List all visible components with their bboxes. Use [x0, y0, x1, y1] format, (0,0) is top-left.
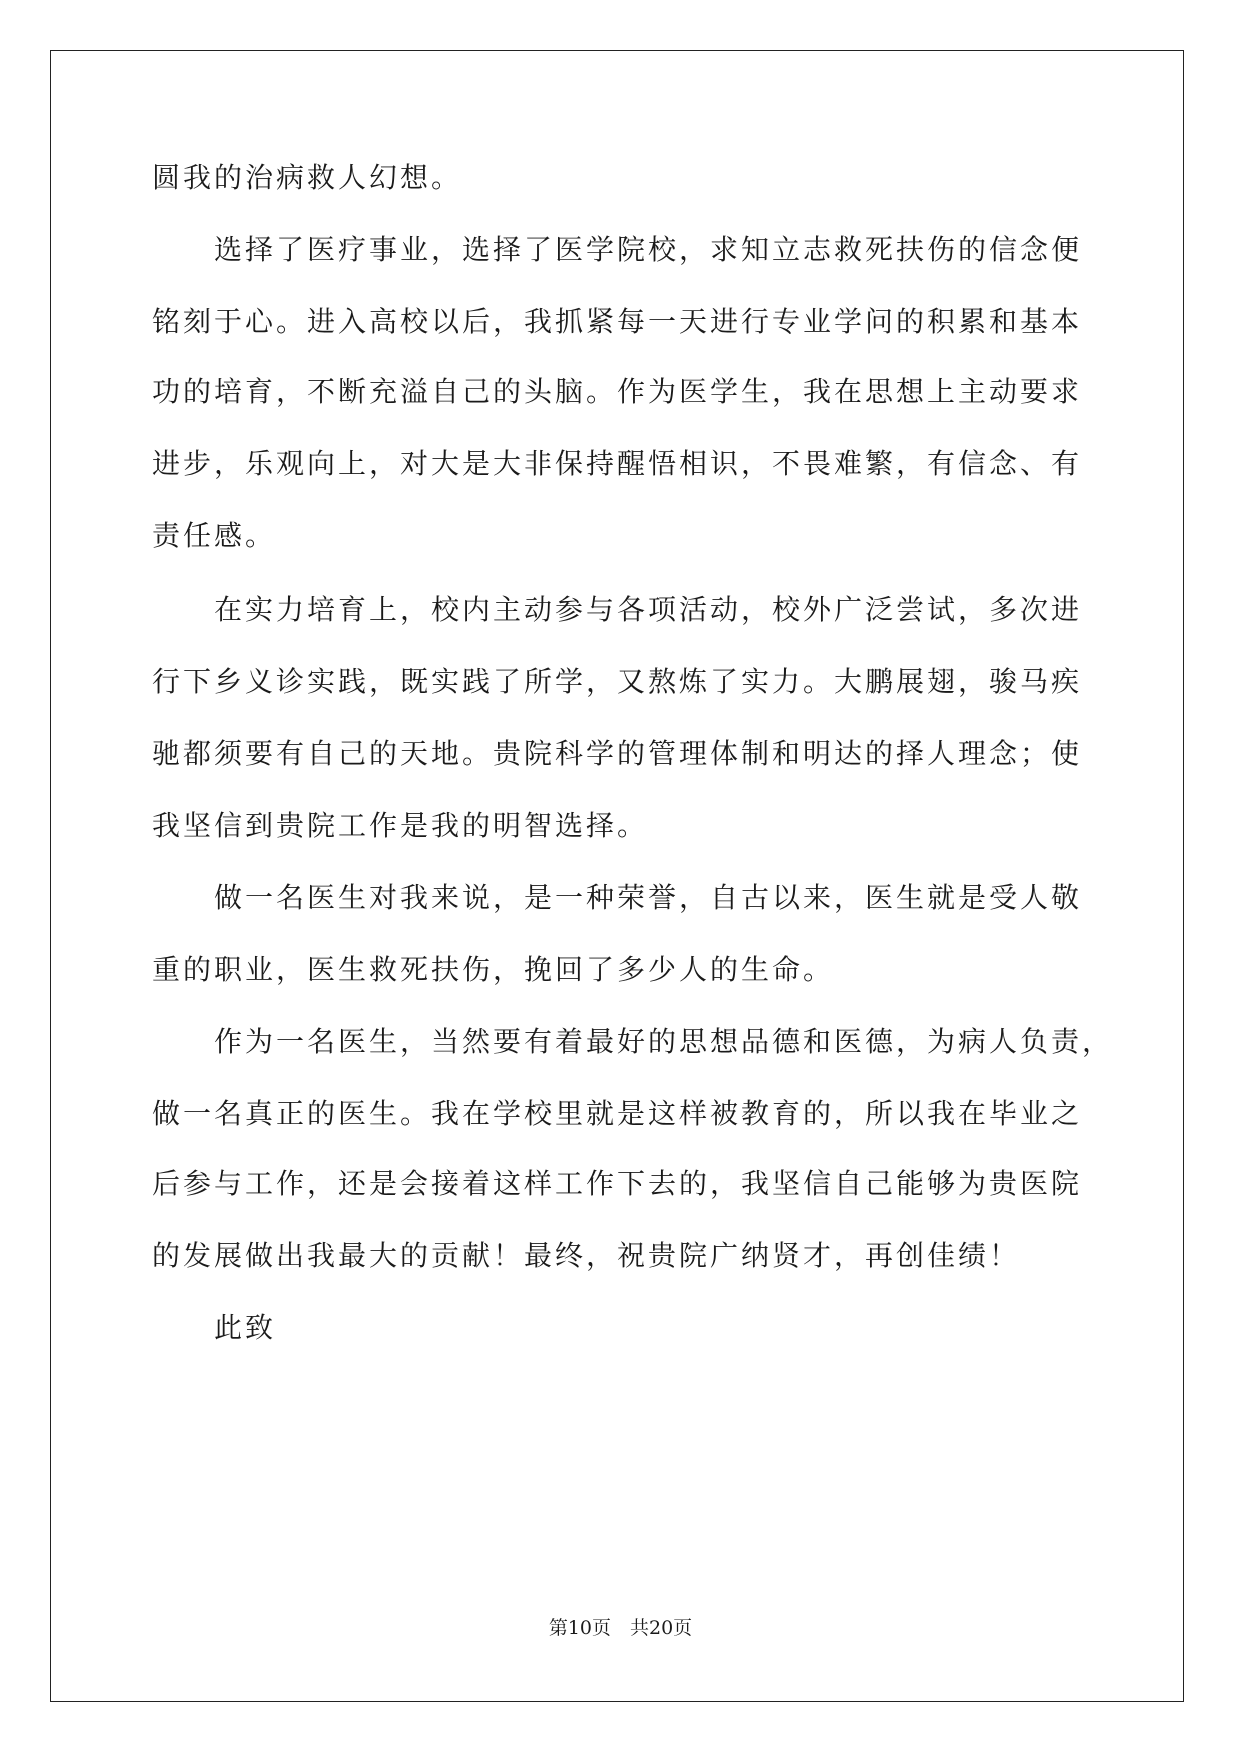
- text-line: 此致: [214, 1311, 277, 1344]
- text-line: 选择了医疗事业，选择了医学院校，求知立志救死扶伤的信念便: [214, 233, 1083, 266]
- text-line: 进步，乐观向上，对大是大非保持醒悟相识，不畏难繁，有信念、有: [152, 447, 1083, 480]
- text-line: 驰都须要有自己的天地。贵院科学的管理体制和明达的择人理念；使: [152, 737, 1083, 770]
- text-line: 圆我的治病救人幻想。: [152, 161, 463, 194]
- text-line: 重的职业，医生救死扶伤，挽回了多少人的生命。: [152, 953, 835, 986]
- page-number: 第10页 共20页: [548, 1617, 693, 1639]
- text-line: 做一名医生对我来说，是一种荣誉，自古以来，医生就是受人敬: [214, 881, 1083, 914]
- page-border: [50, 50, 1184, 1702]
- text-line: 作为一名医生，当然要有着最好的思想品德和医德，为病人负责，: [214, 1025, 1114, 1058]
- text-line: 做一名真正的医生。我在学校里就是这样被教育的，所以我在毕业之: [152, 1097, 1083, 1130]
- text-line: 在实力培育上，校内主动参与各项活动，校外广泛尝试，多次进: [214, 593, 1083, 626]
- text-line: 后参与工作，还是会接着这样工作下去的，我坚信自己能够为贵医院: [152, 1167, 1083, 1200]
- text-line: 责任感。: [152, 519, 277, 552]
- text-line: 功的培育，不断充溢自己的头脑。作为医学生，我在思想上主动要求: [152, 375, 1083, 408]
- text-line: 行下乡义诊实践，既实践了所学，又熬炼了实力。大鹏展翅，骏马疾: [152, 665, 1083, 698]
- text-line: 的发展做出我最大的贡献！最终，祝贵院广纳贤才，再创佳绩！: [152, 1239, 1021, 1272]
- text-line: 铭刻于心。进入高校以后，我抓紧每一天进行专业学问的积累和基本: [152, 305, 1083, 338]
- text-line: 我坚信到贵院工作是我的明智选择。: [152, 809, 649, 842]
